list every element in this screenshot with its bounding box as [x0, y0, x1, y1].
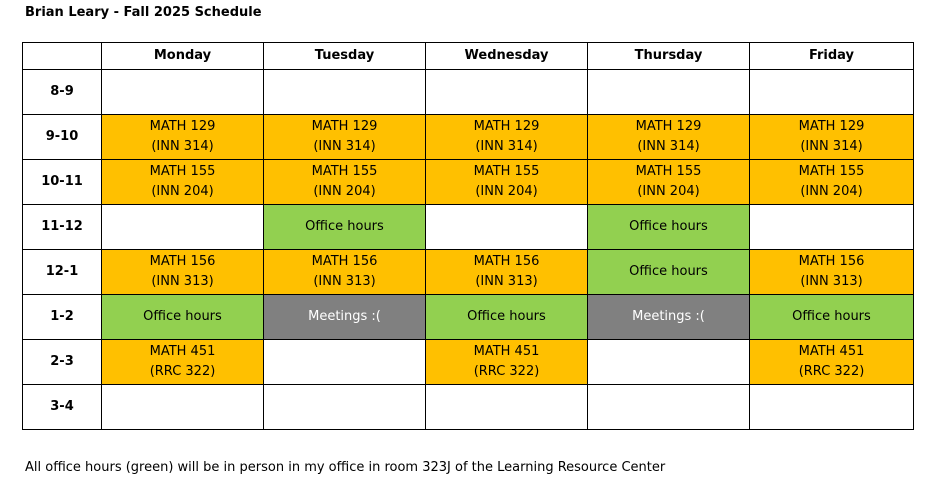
- schedule-cell-monday: [102, 385, 264, 430]
- course-code: MATH 451: [473, 344, 540, 359]
- schedule-cell-thursday: [588, 70, 750, 115]
- schedule-cell-wednesday: [426, 385, 588, 430]
- schedule-cell-monday: [102, 295, 264, 340]
- schedule-cell-thursday: [588, 340, 750, 385]
- time-slot-label: 1-2: [23, 295, 102, 340]
- header-row: [23, 43, 914, 70]
- table-row: [23, 160, 914, 205]
- time-slot-label: 10-11: [23, 160, 102, 205]
- schedule-cell-thursday: [588, 295, 750, 340]
- office-hours-label: Office hours: [629, 219, 708, 234]
- schedule-cell-tuesday: [264, 340, 426, 385]
- schedule-cell-tuesday: [264, 295, 426, 340]
- course-code: MATH 155: [635, 164, 702, 179]
- schedule-cell-friday: [750, 340, 914, 385]
- schedule-cell-friday: [750, 295, 914, 340]
- day-header-tuesday: Tuesday: [264, 43, 426, 70]
- course-room: (RRC 322): [798, 364, 865, 379]
- course-room: (INN 204): [800, 184, 863, 199]
- schedule-cell-friday: [750, 160, 914, 205]
- course-code: MATH 156: [473, 254, 540, 269]
- schedule-cell-wednesday: [426, 160, 588, 205]
- schedule-cell-tuesday: [264, 385, 426, 430]
- time-slot-label: 3-4: [23, 385, 102, 430]
- course-room: (INN 314): [800, 139, 863, 154]
- schedule-cell-monday: [102, 160, 264, 205]
- course-code: MATH 156: [798, 254, 865, 269]
- schedule-cell-friday: [750, 115, 914, 160]
- schedule-cell-tuesday: [264, 205, 426, 250]
- schedule-cell-tuesday: [264, 115, 426, 160]
- schedule-cell-thursday: [588, 160, 750, 205]
- day-header-monday: Monday: [102, 43, 264, 70]
- schedule-cell-friday: [750, 205, 914, 250]
- schedule-cell-thursday: [588, 385, 750, 430]
- table-row: [23, 385, 914, 430]
- course-code: MATH 155: [473, 164, 540, 179]
- day-header-thursday: Thursday: [588, 43, 750, 70]
- corner-cell: [23, 43, 102, 70]
- time-slot-label: 8-9: [23, 70, 102, 115]
- meetings-label: Meetings :(: [632, 309, 705, 324]
- course-code: MATH 156: [149, 254, 216, 269]
- office-hours-label: Office hours: [467, 309, 546, 324]
- schedule-cell-friday: [750, 70, 914, 115]
- course-code: MATH 129: [635, 119, 702, 134]
- course-code: MATH 129: [798, 119, 865, 134]
- schedule-cell-wednesday: [426, 115, 588, 160]
- course-room: (INN 313): [800, 274, 863, 289]
- schedule-cell-tuesday: [264, 160, 426, 205]
- course-room: (INN 204): [151, 184, 214, 199]
- schedule-cell-tuesday: [264, 70, 426, 115]
- course-room: (INN 313): [313, 274, 376, 289]
- table-row: [23, 205, 914, 250]
- time-slot-label: 11-12: [23, 205, 102, 250]
- office-hours-label: Office hours: [629, 264, 708, 279]
- schedule-cell-thursday: [588, 250, 750, 295]
- page-title: Brian Leary - Fall 2025 Schedule: [25, 5, 262, 20]
- schedule-cell-friday: [750, 385, 914, 430]
- schedule-cell-monday: [102, 250, 264, 295]
- table-row: [23, 295, 914, 340]
- course-room: (RRC 322): [149, 364, 216, 379]
- footnote: All office hours (green) will be in person in my office in room 323J of the Learning Resource Center: [25, 460, 666, 475]
- schedule-cell-monday: [102, 340, 264, 385]
- schedule-cell-tuesday: [264, 250, 426, 295]
- course-room: (RRC 322): [473, 364, 540, 379]
- schedule-cell-wednesday: [426, 205, 588, 250]
- schedule-cell-wednesday: [426, 70, 588, 115]
- schedule-cell-wednesday: [426, 250, 588, 295]
- schedule-body: [23, 70, 914, 430]
- course-code: MATH 156: [311, 254, 378, 269]
- office-hours-label: Office hours: [305, 219, 384, 234]
- course-room: (INN 204): [637, 184, 700, 199]
- schedule-cell-wednesday: [426, 340, 588, 385]
- table-row: [23, 250, 914, 295]
- course-code: MATH 155: [311, 164, 378, 179]
- schedule-cell-monday: [102, 115, 264, 160]
- course-room: (INN 314): [313, 139, 376, 154]
- course-code: MATH 129: [473, 119, 540, 134]
- schedule-cell-wednesday: [426, 295, 588, 340]
- day-header-wednesday: Wednesday: [426, 43, 588, 70]
- course-code: MATH 155: [798, 164, 865, 179]
- course-room: (INN 314): [151, 139, 214, 154]
- time-slot-label: 12-1: [23, 250, 102, 295]
- course-room: (INN 204): [313, 184, 376, 199]
- time-slot-label: 2-3: [23, 340, 102, 385]
- course-room: (INN 314): [475, 139, 538, 154]
- course-code: MATH 155: [149, 164, 216, 179]
- schedule-cell-thursday: [588, 115, 750, 160]
- table-row: [23, 115, 914, 160]
- table-row: [23, 70, 914, 115]
- office-hours-label: Office hours: [143, 309, 222, 324]
- course-code: MATH 129: [311, 119, 378, 134]
- course-room: (INN 204): [475, 184, 538, 199]
- course-room: (INN 313): [475, 274, 538, 289]
- course-code: MATH 129: [149, 119, 216, 134]
- schedule-cell-monday: [102, 205, 264, 250]
- schedule-cell-friday: [750, 250, 914, 295]
- schedule-cell-monday: [102, 70, 264, 115]
- schedule-table: [22, 42, 914, 430]
- day-header-friday: Friday: [750, 43, 914, 70]
- course-room: (INN 313): [151, 274, 214, 289]
- course-room: (INN 314): [637, 139, 700, 154]
- course-code: MATH 451: [798, 344, 865, 359]
- office-hours-label: Office hours: [792, 309, 871, 324]
- table-row: [23, 340, 914, 385]
- meetings-label: Meetings :(: [308, 309, 381, 324]
- course-code: MATH 451: [149, 344, 216, 359]
- time-slot-label: 9-10: [23, 115, 102, 160]
- schedule-cell-thursday: [588, 205, 750, 250]
